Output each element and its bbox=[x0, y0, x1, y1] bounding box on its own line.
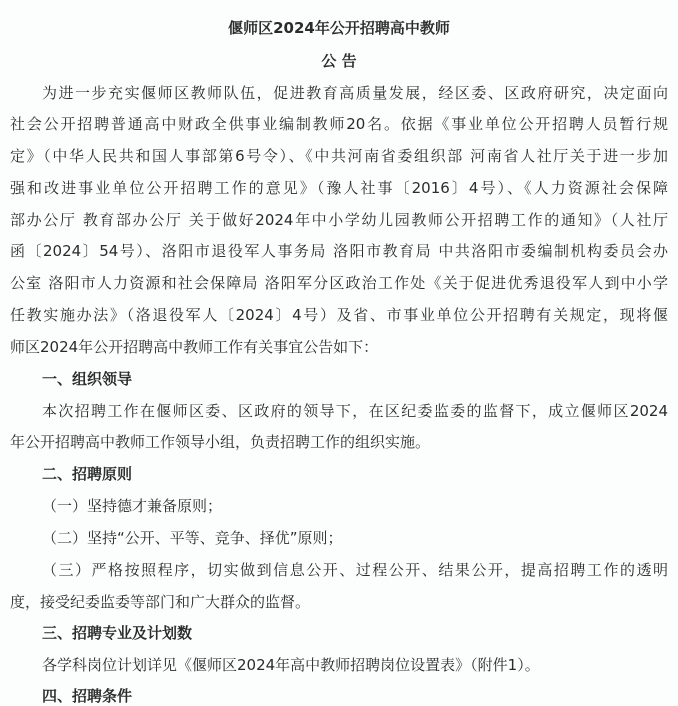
body-line: 各学科岗位计划详见《偃师区2024年高中教师招聘岗位设置表》（附件1）。 bbox=[42, 656, 540, 674]
intro-line: 为进一步充实偃师区教师队伍，促进教育高质量发展，经区委、区政府研究，决定面向 bbox=[42, 84, 668, 102]
body-line: （二）坚持“公开、平等、竞争、择优”原则； bbox=[42, 529, 343, 547]
intro-line: 定》（中华人民共和国人事部第6号令）、《中共河南省委组织部 河南省人社厅关于进一步加 bbox=[10, 147, 668, 165]
body-line: （一）坚持德才兼备原则； bbox=[42, 497, 223, 515]
intro-line: 函〔2024〕54号）、洛阳市退役军人事务局 洛阳市教育局 中共洛阳市委编制机构委员会办 bbox=[10, 242, 668, 260]
document-title: 偃师区2024年公开招聘高中教师 bbox=[228, 19, 450, 37]
body-line: 年公开招聘高中教师工作领导小组，负责招聘工作的组织实施。 bbox=[10, 433, 431, 451]
intro-line: 部办公厅 教育部办公厅 关于做好2024年中小学幼儿园教师公开招聘工作的通知》（人社厅 bbox=[10, 211, 668, 229]
intro-line: 任教实施办法》（洛退役军人〔2024〕4号）及省、市事业单位公开招聘有关规定，现将偃 bbox=[10, 306, 668, 324]
section-heading: 二、招聘原则 bbox=[42, 465, 133, 483]
section-heading: 三、招聘专业及计划数 bbox=[42, 624, 193, 642]
body-line: 本次招聘工作在偃师区委、区政府的领导下，在区纪委监委的监督下，成立偃师区2024 bbox=[42, 402, 668, 420]
section-heading: 一、组织领导 bbox=[42, 370, 133, 388]
intro-line: 强和改进事业单位公开招聘工作的意见》（豫人社事〔2016〕4号）、《人力资源社会保障 bbox=[10, 179, 668, 197]
document-subtitle: 公 告 bbox=[321, 52, 357, 70]
intro-line: 公室 洛阳市人力资源和社会保障局 洛阳军分区政治工作处《关于促进优秀退役军人到中小学 bbox=[10, 274, 668, 292]
intro-line: 师区2024年公开招聘高中教师工作有关事宜公告如下： bbox=[10, 338, 379, 356]
section-heading: 四、招聘条件 bbox=[42, 687, 133, 705]
intro-line: 社会公开招聘普通高中财政全供事业编制教师20名。依据《事业单位公开招聘人员暂行规 bbox=[10, 115, 668, 133]
body-line: （三）严格按照程序，切实做到信息公开、过程公开、结果公开，提高招聘工作的透明 bbox=[42, 561, 668, 579]
body-line: 度，接受纪委监委等部门和广大群众的监督。 bbox=[10, 593, 311, 611]
